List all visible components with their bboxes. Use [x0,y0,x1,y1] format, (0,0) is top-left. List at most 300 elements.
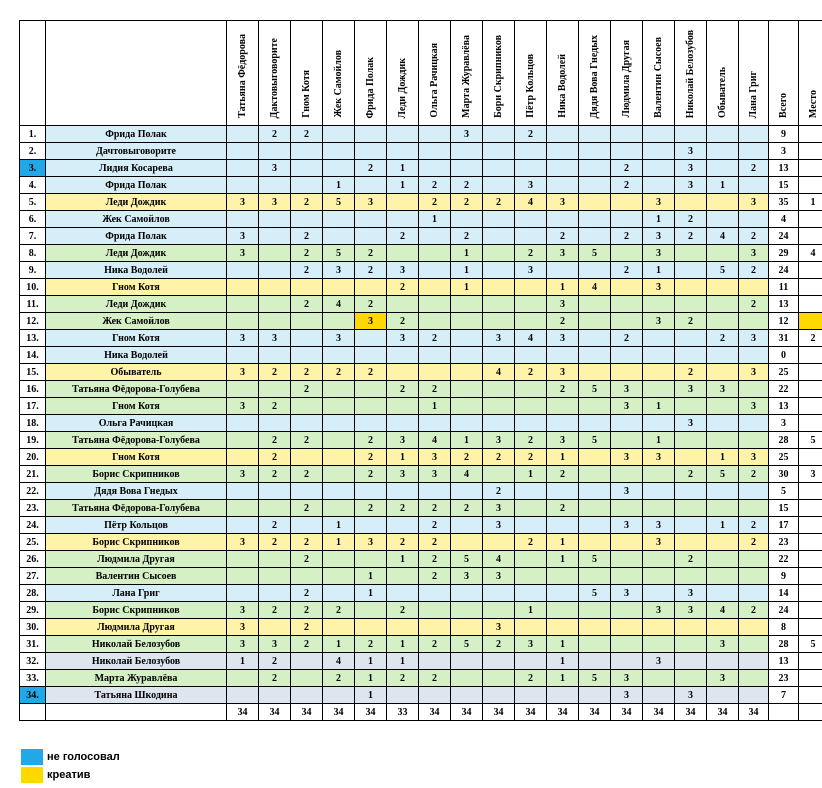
score-cell: 2 [451,500,483,517]
score-cell [387,585,419,602]
row-number: 9. [20,262,46,279]
score-cell [611,534,643,551]
score-cell [227,279,259,296]
column-header [675,21,707,126]
score-cell [611,364,643,381]
score-cell [643,585,675,602]
score-cell [451,364,483,381]
score-cell [483,228,515,245]
score-cell: 1 [355,585,387,602]
score-cell [483,160,515,177]
score-cell [579,228,611,245]
score-cell [611,636,643,653]
votes-count-cell [799,704,822,721]
score-cell [643,126,675,143]
score-cell [419,313,451,330]
place-cell [799,177,822,194]
row-number: 34. [20,687,46,704]
score-cell [451,143,483,160]
column-header-label: Людмила Другая [621,40,632,118]
place-cell [799,228,822,245]
total-cell: 13 [769,398,799,415]
votes-count-cell: 34 [419,704,451,721]
score-cell: 2 [675,364,707,381]
place-cell [799,313,822,330]
score-cell [483,245,515,262]
table-row [20,330,822,347]
row-number: 25. [20,534,46,551]
score-cell: 3 [643,534,675,551]
place-cell [799,279,822,296]
score-cell: 2 [739,517,769,534]
score-cell [579,160,611,177]
score-cell [675,534,707,551]
score-cell: 3 [451,126,483,143]
score-cell: 2 [291,126,323,143]
votes-count-cell: 34 [547,704,579,721]
score-cell [611,143,643,160]
column-header-label: Обыватель [717,67,728,118]
row-number: 32. [20,653,46,670]
score-cell [451,296,483,313]
score-cell [451,483,483,500]
score-cell: 1 [643,432,675,449]
score-cell [515,347,547,364]
totals-blank-cell [20,704,46,721]
score-cell [611,432,643,449]
score-cell: 3 [643,517,675,534]
score-cell [707,534,739,551]
score-cell [291,653,323,670]
score-cell: 1 [355,568,387,585]
table-row [20,177,822,194]
score-cell [579,687,611,704]
score-cell: 3 [227,398,259,415]
score-cell [739,415,769,432]
score-cell [483,670,515,687]
score-cell: 3 [547,364,579,381]
row-number: 2. [20,143,46,160]
row-number: 10. [20,279,46,296]
score-cell: 3 [739,330,769,347]
score-cell: 2 [355,245,387,262]
score-cell [227,687,259,704]
score-cell [451,602,483,619]
row-number: 4. [20,177,46,194]
score-cell: 4 [483,364,515,381]
score-cell: 3 [259,194,291,211]
total-cell: 30 [769,466,799,483]
score-cell [643,636,675,653]
score-cell [579,313,611,330]
score-cell [643,330,675,347]
score-cell [515,313,547,330]
score-cell [355,126,387,143]
total-cell: 24 [769,262,799,279]
participant-name: Дядя Вова Гнедых [46,483,227,500]
score-cell: 1 [451,245,483,262]
participant-name: Николай Белозубов [46,653,227,670]
score-cell [323,466,355,483]
score-cell [259,381,291,398]
score-cell [547,160,579,177]
column-header-label: Гном Котя [301,70,312,118]
score-cell [387,619,419,636]
score-cell [579,568,611,585]
score-cell [291,177,323,194]
score-cell [707,551,739,568]
total-cell: 22 [769,381,799,398]
score-cell [707,126,739,143]
legend-swatch-blue [21,749,43,765]
corner-cell [20,21,46,126]
score-cell [291,415,323,432]
total-cell: 28 [769,636,799,653]
score-cell [675,262,707,279]
score-cell [291,670,323,687]
score-cell [547,211,579,228]
score-cell [419,279,451,296]
score-cell [515,500,547,517]
score-cell: 3 [483,330,515,347]
score-cell: 3 [547,432,579,449]
score-cell [227,551,259,568]
place-cell [799,483,822,500]
row-number: 26. [20,551,46,568]
score-cell [387,364,419,381]
score-cell: 5 [579,670,611,687]
place-cell [799,398,822,415]
table-row [20,432,822,449]
score-cell: 2 [739,228,769,245]
score-cell: 2 [355,500,387,517]
score-cell: 1 [323,534,355,551]
score-cell [547,398,579,415]
score-cell: 2 [291,551,323,568]
participant-name: Гном Котя [46,279,227,296]
score-cell [643,466,675,483]
score-cell [579,177,611,194]
score-cell [291,330,323,347]
table-row [20,551,822,568]
score-cell [611,466,643,483]
row-number: 29. [20,602,46,619]
row-number: 14. [20,347,46,364]
score-cell: 2 [323,364,355,381]
score-cell [483,143,515,160]
score-cell: 5 [451,551,483,568]
score-cell [707,245,739,262]
score-cell: 1 [227,653,259,670]
score-cell [291,449,323,466]
column-header-label: Николай Белозубов [685,29,696,118]
score-cell [515,279,547,296]
score-cell: 3 [675,143,707,160]
score-cell [419,585,451,602]
total-cell: 11 [769,279,799,296]
score-cell: 2 [291,381,323,398]
score-cell [259,483,291,500]
score-cell: 2 [675,228,707,245]
place-cell [799,670,822,687]
score-cell: 2 [355,449,387,466]
place-cell [799,211,822,228]
score-cell [675,517,707,534]
participant-name: Лидия Косарева [46,160,227,177]
score-cell: 4 [579,279,611,296]
score-cell: 2 [291,245,323,262]
participant-name: Татьяна Фёдорова-Голубева [46,381,227,398]
score-cell: 3 [643,194,675,211]
score-cell: 3 [675,160,707,177]
row-number: 3. [20,160,46,177]
score-cell: 2 [547,500,579,517]
score-cell [579,636,611,653]
place-cell [799,415,822,432]
row-number: 18. [20,415,46,432]
place-cell [799,143,822,160]
score-cell [643,177,675,194]
score-cell [323,500,355,517]
score-cell: 3 [227,534,259,551]
score-cell: 2 [291,262,323,279]
score-cell [643,364,675,381]
place-cell [799,585,822,602]
score-cell: 2 [419,381,451,398]
place-cell: 4 [799,245,822,262]
score-cell [259,177,291,194]
score-cell: 5 [323,194,355,211]
row-number: 13. [20,330,46,347]
score-cell [675,483,707,500]
participant-name: Жек Самойлов [46,211,227,228]
score-cell: 3 [323,262,355,279]
score-cell: 5 [579,585,611,602]
total-cell: 15 [769,500,799,517]
score-cell [643,500,675,517]
score-cell: 2 [451,194,483,211]
total-cell: 15 [769,177,799,194]
table-row [20,262,822,279]
score-cell: 3 [611,483,643,500]
votes-count-cell: 34 [355,704,387,721]
score-cell: 2 [547,466,579,483]
score-cell: 3 [515,177,547,194]
score-cell: 3 [227,194,259,211]
score-cell [707,483,739,500]
score-cell [419,143,451,160]
score-cell [387,296,419,313]
score-cell: 2 [419,517,451,534]
score-cell [611,602,643,619]
column-header [707,21,739,126]
participant-name: Гном Котя [46,449,227,466]
table-row [20,687,822,704]
row-number: 20. [20,449,46,466]
score-cell: 4 [419,432,451,449]
column-header-label: Всего [778,93,789,118]
score-cell [707,653,739,670]
score-cell [451,330,483,347]
score-cell [483,313,515,330]
score-cell: 3 [611,517,643,534]
total-cell: 25 [769,364,799,381]
score-cell [387,398,419,415]
votes-count-cell: 34 [323,704,355,721]
score-cell: 2 [291,602,323,619]
score-cell: 4 [323,296,355,313]
score-cell [227,160,259,177]
score-cell [355,143,387,160]
score-cell [323,160,355,177]
participant-name: Гном Котя [46,398,227,415]
score-cell: 2 [675,211,707,228]
score-cell [675,245,707,262]
column-header-label: Лана Григ [748,70,759,118]
score-cell: 3 [739,245,769,262]
score-cell: 3 [419,449,451,466]
votes-count-cell: 34 [611,704,643,721]
score-cell: 3 [227,245,259,262]
score-cell [643,568,675,585]
row-number: 12. [20,313,46,330]
score-cell [387,211,419,228]
score-cell: 2 [259,534,291,551]
score-cell: 2 [387,670,419,687]
score-cell: 3 [739,364,769,381]
score-cell [355,228,387,245]
legend-label: не голосовал [47,751,120,763]
column-header [483,21,515,126]
score-cell [323,619,355,636]
score-cell [355,330,387,347]
score-cell [643,347,675,364]
score-cell: 2 [387,500,419,517]
votes-count-cell: 34 [291,704,323,721]
score-cell: 5 [707,262,739,279]
score-cell: 2 [739,466,769,483]
score-cell: 1 [387,449,419,466]
corner-cell [46,21,227,126]
score-cell [707,194,739,211]
score-cell: 2 [259,449,291,466]
score-cell: 2 [291,466,323,483]
table-row [20,415,822,432]
score-cell [675,330,707,347]
votes-count-cell: 34 [739,704,769,721]
score-cell [579,517,611,534]
score-cell [323,551,355,568]
score-cell [323,381,355,398]
score-cell: 3 [707,636,739,653]
score-cell: 5 [579,245,611,262]
score-cell [547,483,579,500]
score-cell [451,398,483,415]
score-cell [707,296,739,313]
score-cell: 2 [739,160,769,177]
score-cell: 2 [291,296,323,313]
score-cell: 2 [707,330,739,347]
votes-count-cell: 34 [675,704,707,721]
score-cell [675,619,707,636]
total-cell: 9 [769,126,799,143]
score-cell: 2 [259,364,291,381]
score-cell [579,500,611,517]
score-cell [419,262,451,279]
score-cell [739,500,769,517]
score-cell [483,381,515,398]
score-cell [259,143,291,160]
score-cell: 3 [227,466,259,483]
row-number: 11. [20,296,46,313]
score-cell: 2 [547,228,579,245]
total-cell: 0 [769,347,799,364]
participant-name: Борис Скрипников [46,602,227,619]
score-cell [483,534,515,551]
score-cell [675,296,707,313]
participant-name: Татьяна Шкодина [46,687,227,704]
score-cell: 2 [515,670,547,687]
score-cell [451,653,483,670]
score-cell: 3 [643,279,675,296]
score-cell [451,517,483,534]
score-cell [323,143,355,160]
score-cell: 3 [675,177,707,194]
score-cell: 3 [355,534,387,551]
score-cell: 2 [259,466,291,483]
score-cell: 2 [611,160,643,177]
row-number: 27. [20,568,46,585]
score-cell: 2 [419,534,451,551]
score-cell [227,432,259,449]
total-cell: 8 [769,619,799,636]
score-cell: 3 [643,449,675,466]
score-cell [419,364,451,381]
score-cell: 2 [483,194,515,211]
score-cell: 3 [675,602,707,619]
score-cell [707,279,739,296]
score-cell [611,415,643,432]
score-cell [579,194,611,211]
column-header [323,21,355,126]
score-cell [227,483,259,500]
score-cell [451,534,483,551]
row-number: 6. [20,211,46,228]
score-cell: 3 [227,364,259,381]
score-cell [323,585,355,602]
table-row [20,534,822,551]
table-row [20,398,822,415]
score-cell: 3 [611,670,643,687]
place-cell [799,687,822,704]
score-cell: 1 [515,466,547,483]
total-cell: 23 [769,534,799,551]
table-row [20,245,822,262]
score-cell: 3 [643,228,675,245]
total-cell: 12 [769,313,799,330]
row-number: 16. [20,381,46,398]
table-row [20,279,822,296]
score-cell: 3 [515,636,547,653]
place-cell [799,568,822,585]
score-cell: 1 [355,653,387,670]
score-cell: 3 [259,330,291,347]
score-cell [259,687,291,704]
score-cell [739,653,769,670]
score-cell [323,279,355,296]
score-cell: 2 [419,500,451,517]
score-cell [579,602,611,619]
